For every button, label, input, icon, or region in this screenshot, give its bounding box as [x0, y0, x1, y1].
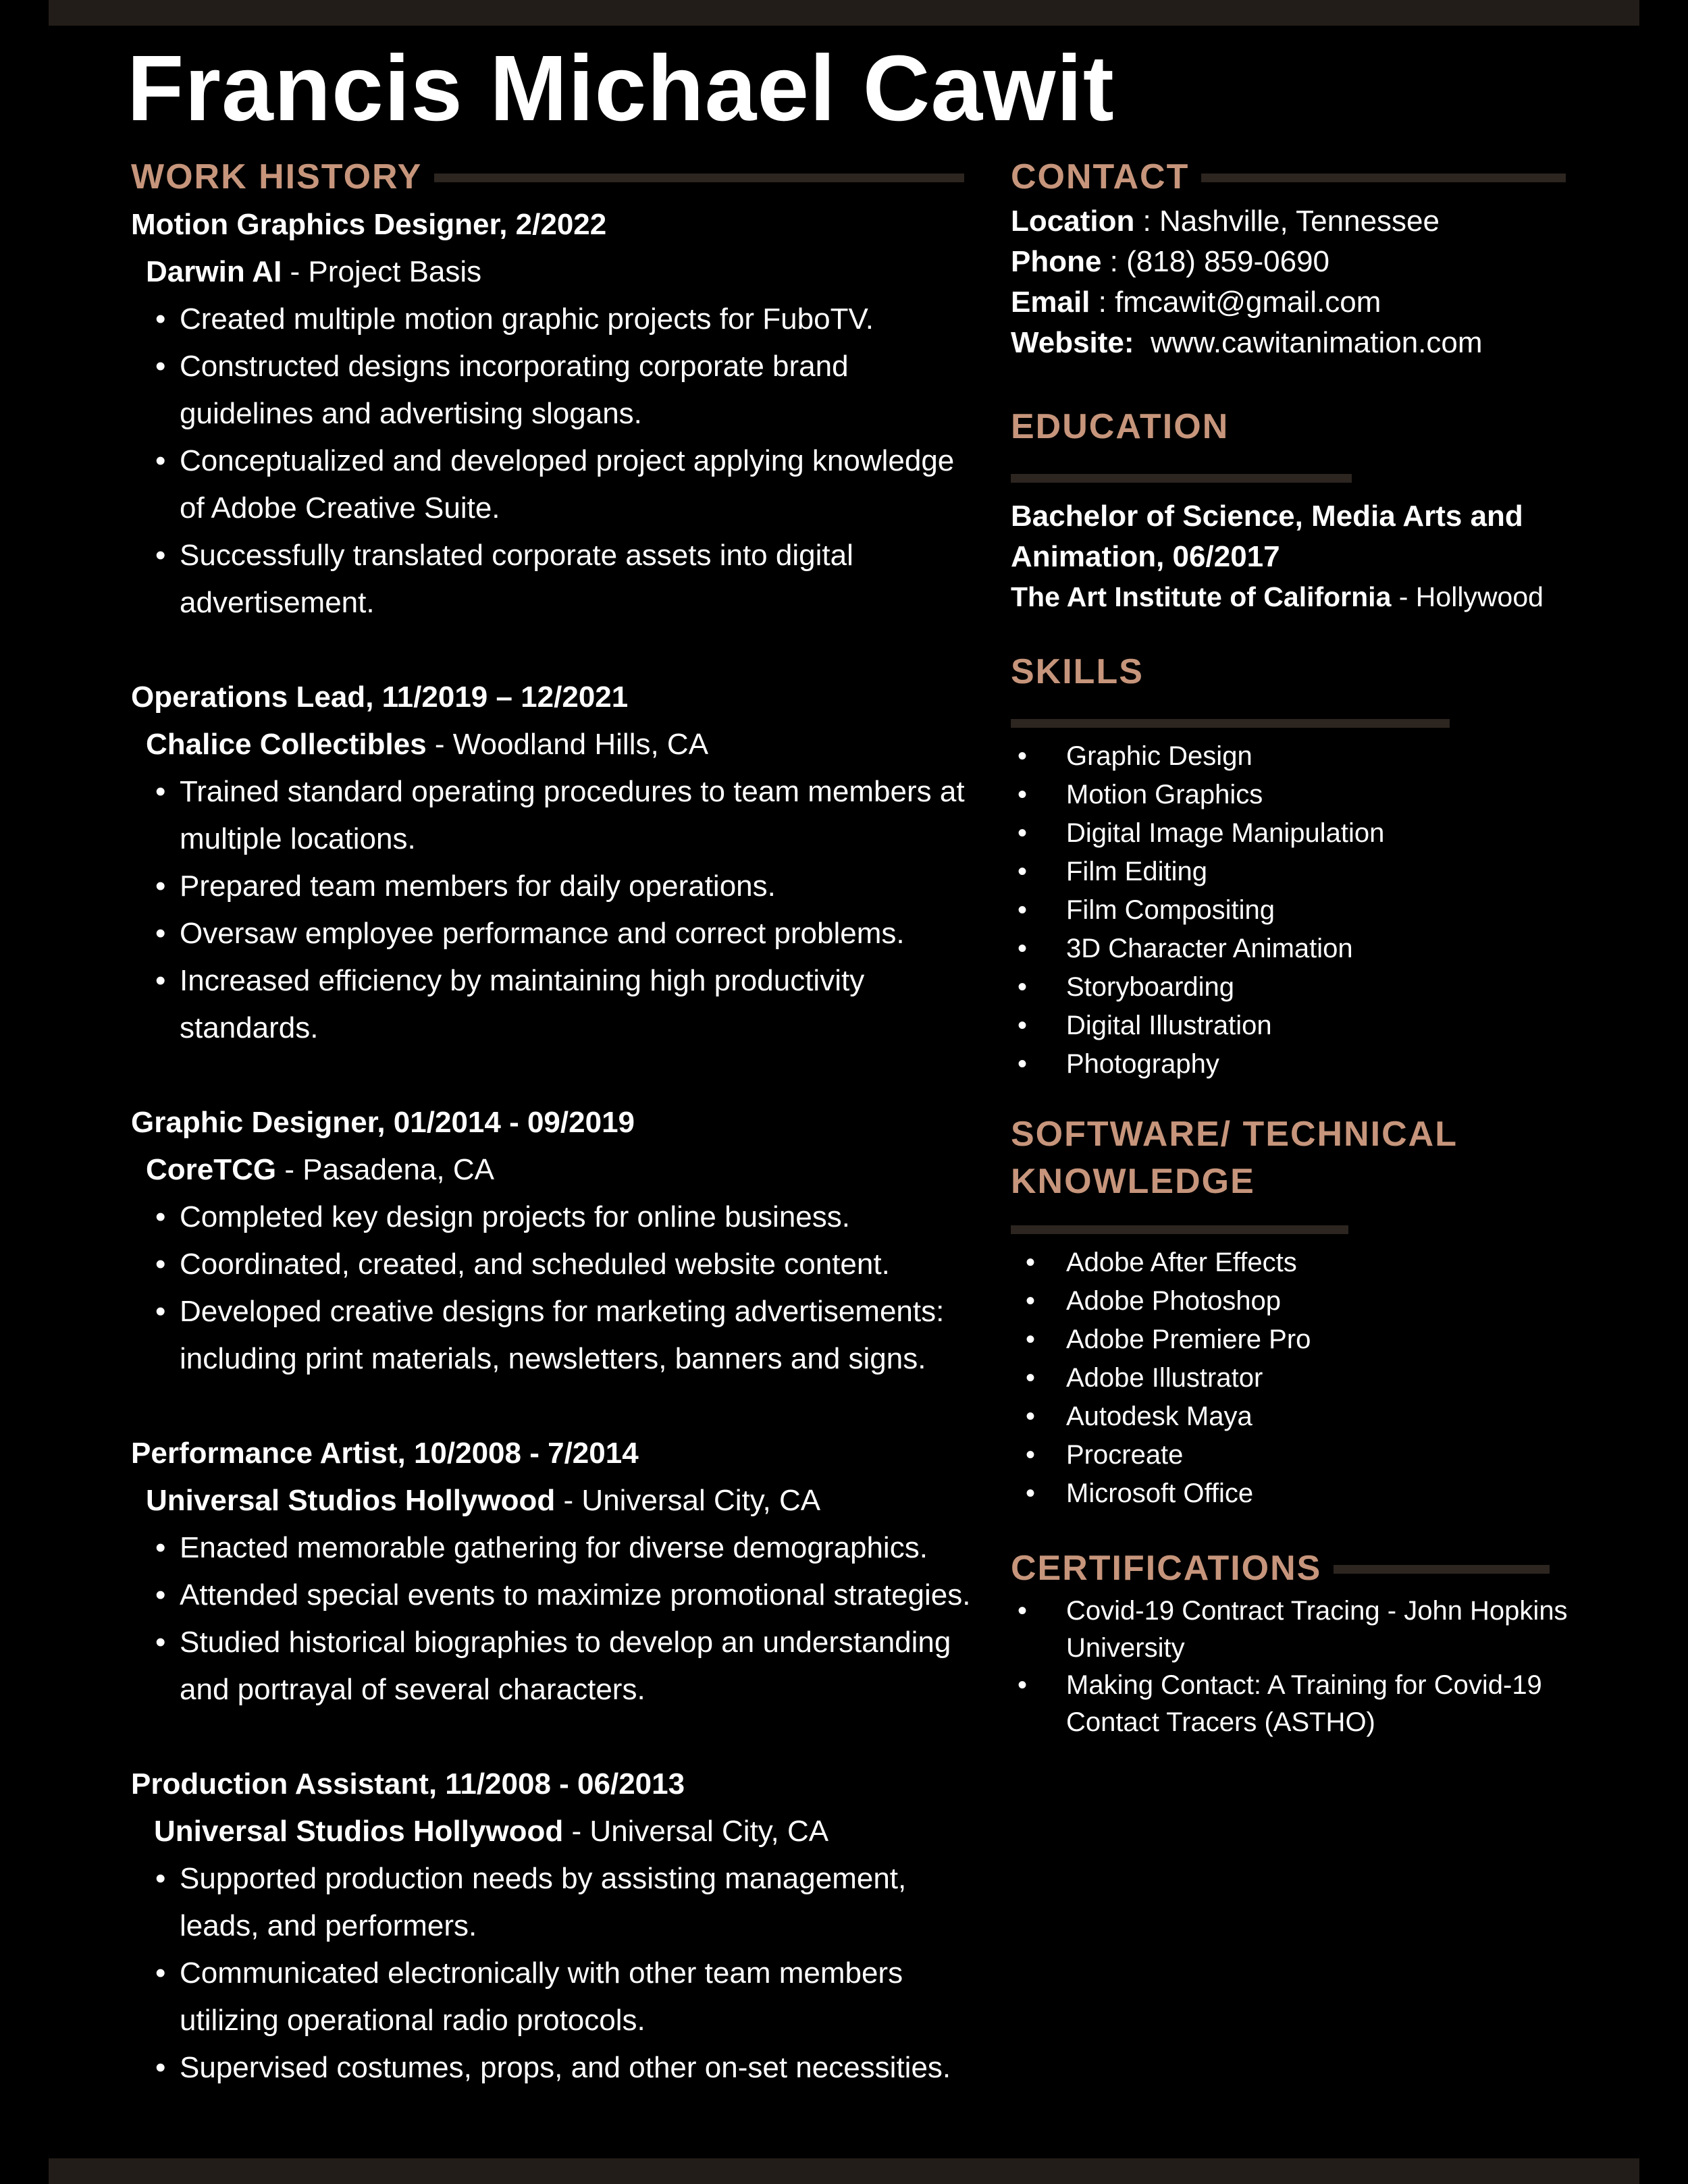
- job-bullet: • Trained standard operating procedures to team members at multiple locations.: [155, 768, 982, 863]
- contact-location: [1011, 201, 1618, 242]
- work-history-header: [131, 154, 982, 201]
- job-title: [131, 201, 982, 248]
- job-bullet: • Successfully translated corporate assets into digital advertisement.: [155, 532, 982, 627]
- job-dates: , 11/2019 – 12/2021: [365, 681, 629, 714]
- job-role: Operations Lead: [131, 681, 366, 714]
- job-title: [131, 674, 982, 721]
- software-item: • Adobe Photoshop: [1011, 1282, 1618, 1321]
- contact-website-label: Website:: [1011, 326, 1134, 359]
- software-header: [1011, 1111, 1618, 1205]
- contact-website-value: www.cawitanimation.com: [1134, 326, 1483, 359]
- job-dates: , 10/2008 - 7/2014: [397, 1437, 639, 1470]
- education-school: The Art Institute of California: [1011, 581, 1392, 612]
- job-title: [131, 1761, 982, 1808]
- education-degree: Bachelor of Science, Media Arts and Animation, 06/2017: [1011, 500, 1523, 573]
- job-bullet: • Developed creative designs for marketing advertisements: including print materials, newsletters, banners and signs.: [155, 1288, 982, 1383]
- contact-location-label: Location: [1011, 205, 1135, 238]
- contact-website: [1011, 323, 1618, 363]
- software-item: • Procreate: [1011, 1436, 1618, 1474]
- skill-item: • Film Editing: [1011, 853, 1618, 891]
- job-title: [131, 1099, 982, 1146]
- section-divider: [1011, 474, 1352, 483]
- skill-item: • Graphic Design: [1011, 737, 1618, 776]
- job-company-line: [131, 1146, 982, 1194]
- contact-phone: [1011, 242, 1618, 282]
- job-location: - Universal City, CA: [563, 1815, 829, 1848]
- job-location: - Woodland Hills, CA: [426, 728, 709, 761]
- job-location: - Project Basis: [282, 255, 482, 288]
- certification-item: • Making Contact: A Training for Covid-19 Contact Tracers (ASTHO): [1011, 1667, 1585, 1741]
- job-bullet: • Conceptualized and developed project applying knowledge of Adobe Creative Suite.: [155, 437, 982, 532]
- job-entry: [131, 1761, 982, 2092]
- section-divider: [434, 174, 964, 182]
- job-company: Universal Studios Hollywood: [146, 1484, 556, 1517]
- contact-phone-label: Phone: [1011, 245, 1102, 278]
- job-bullet-list: [131, 768, 982, 1052]
- skill-item: • 3D Character Animation: [1011, 930, 1618, 968]
- job-entry: [131, 1099, 982, 1383]
- job-dates: , 11/2008 - 06/2013: [428, 1767, 685, 1801]
- job-role: Production Assistant: [131, 1767, 429, 1801]
- skills-list: [1011, 737, 1618, 1084]
- work-history-section: [131, 154, 982, 2139]
- job-entry: [131, 201, 982, 627]
- bottom-decorative-bar: [49, 2158, 1639, 2184]
- job-role: Performance Artist: [131, 1437, 398, 1470]
- job-company-line: [131, 248, 982, 296]
- contact-phone-value: : (818) 859-0690: [1101, 245, 1330, 278]
- job-role: Motion Graphics Designer: [131, 208, 500, 241]
- skill-item: • Digital Image Manipulation: [1011, 814, 1618, 853]
- software-list: [1011, 1244, 1618, 1513]
- work-history-title: WORK HISTORY: [131, 157, 423, 197]
- education-header: [1011, 404, 1618, 451]
- job-company: Chalice Collectibles: [146, 728, 427, 761]
- candidate-name: Francis Michael Cawit: [127, 36, 1115, 140]
- job-bullet: • Created multiple motion graphic projects for FuboTV.: [155, 296, 982, 343]
- skill-item: • Photography: [1011, 1045, 1618, 1084]
- job-bullet-list: [131, 296, 982, 627]
- education-school-line: [1011, 577, 1618, 616]
- job-location: - Universal City, CA: [555, 1484, 821, 1517]
- job-dates: , 2/2022: [499, 208, 607, 241]
- section-divider: [1334, 1565, 1550, 1574]
- contact-email-value: : fmcawit@gmail.com: [1090, 286, 1381, 319]
- software-item: • Adobe Premiere Pro: [1011, 1321, 1618, 1359]
- job-location: - Pasadena, CA: [276, 1153, 494, 1186]
- job-company: CoreTCG: [146, 1153, 277, 1186]
- education-school-location: - Hollywood: [1391, 581, 1544, 612]
- job-company-line: [131, 1477, 982, 1524]
- job-bullet: • Supervised costumes, props, and other on-set necessities.: [155, 2044, 982, 2092]
- sidebar-column: [1011, 154, 1618, 1741]
- job-title: [131, 1430, 982, 1477]
- job-company: Universal Studios Hollywood: [154, 1815, 564, 1848]
- job-entry: [131, 674, 982, 1052]
- education-title: EDUCATION: [1011, 407, 1230, 447]
- software-item: • Autodesk Maya: [1011, 1397, 1618, 1436]
- software-item: • Microsoft Office: [1011, 1474, 1618, 1513]
- job-bullet: • Studied historical biographies to develop an understanding and portrayal of several characters.: [155, 1619, 982, 1713]
- section-divider: [1011, 719, 1450, 728]
- job-bullet: • Prepared team members for daily operations.: [155, 863, 982, 910]
- certifications-list: [1011, 1593, 1585, 1741]
- section-divider: [1201, 174, 1566, 182]
- skills-header: [1011, 649, 1618, 696]
- job-bullet-list: [131, 1855, 982, 2092]
- skill-item: • Digital Illustration: [1011, 1007, 1618, 1045]
- software-item: • Adobe After Effects: [1011, 1244, 1618, 1282]
- contact-header: [1011, 154, 1618, 201]
- job-dates: , 01/2014 - 09/2019: [377, 1106, 635, 1139]
- certifications-title: CERTIFICATIONS: [1011, 1549, 1322, 1589]
- skill-item: • Film Compositing: [1011, 891, 1618, 930]
- job-bullet: • Completed key design projects for online business.: [155, 1194, 982, 1241]
- job-company-line: [131, 721, 982, 768]
- certification-item: • Covid-19 Contract Tracing - John Hopkins University: [1011, 1593, 1585, 1667]
- job-bullet-list: [131, 1524, 982, 1713]
- contact-email-label: Email: [1011, 286, 1090, 319]
- software-title-line1: SOFTWARE/ TECHNICAL: [1011, 1115, 1458, 1154]
- contact-email: [1011, 282, 1618, 323]
- job-company: Darwin AI: [146, 255, 282, 288]
- job-bullet: • Constructed designs incorporating corporate brand guidelines and advertising slogans.: [155, 343, 982, 437]
- job-bullet-list: [131, 1194, 982, 1383]
- skills-title: SKILLS: [1011, 652, 1144, 692]
- skill-item: • Motion Graphics: [1011, 776, 1618, 814]
- contact-location-value: : Nashville, Tennessee: [1134, 205, 1440, 238]
- job-bullet: • Supported production needs by assisting management, leads, and performers.: [155, 1855, 982, 1950]
- job-bullet: • Communicated electronically with other team members utilizing operational radio protocols.: [155, 1950, 982, 2044]
- software-item: • Adobe Illustrator: [1011, 1359, 1618, 1397]
- job-bullet: • Attended special events to maximize promotional strategies.: [155, 1572, 982, 1619]
- job-bullet: • Oversaw employee performance and correct problems.: [155, 910, 982, 957]
- job-bullet: • Coordinated, created, and scheduled website content.: [155, 1241, 982, 1288]
- section-divider: [1011, 1225, 1348, 1234]
- job-bullet: • Increased efficiency by maintaining high productivity standards.: [155, 957, 982, 1052]
- top-decorative-bar: [49, 0, 1639, 26]
- job-role: Graphic Designer: [131, 1106, 377, 1139]
- software-title-line2: KNOWLEDGE: [1011, 1162, 1255, 1201]
- certifications-header: [1011, 1545, 1618, 1593]
- job-bullet: • Enacted memorable gathering for diverse demographics.: [155, 1524, 982, 1572]
- contact-title: CONTACT: [1011, 157, 1190, 197]
- skill-item: • Storyboarding: [1011, 968, 1618, 1007]
- job-entry: [131, 1430, 982, 1713]
- job-company-line: [131, 1808, 982, 1855]
